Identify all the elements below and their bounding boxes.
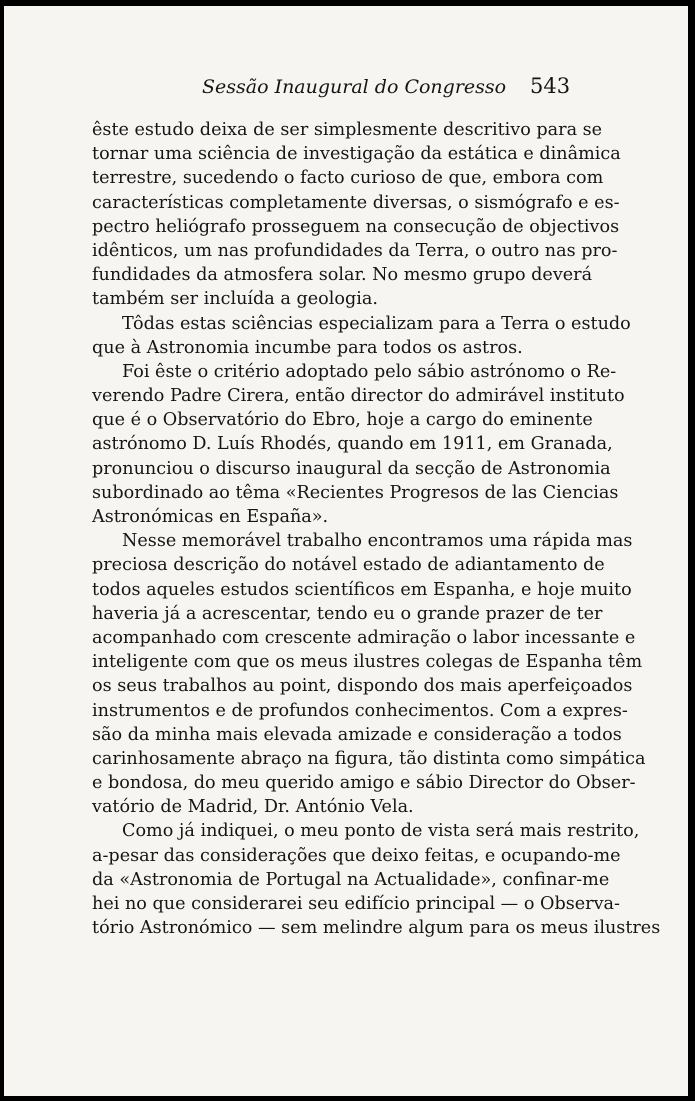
text-line: são da minha mais elevada amizade e consideração a todos xyxy=(92,724,622,745)
running-head-title: Sessão Inaugural do Congresso xyxy=(202,76,507,98)
text-line: astrónomo D. Luís Rhodés, quando em 1911, em Granada, xyxy=(92,434,613,455)
text-line: que à Astronomia incumbe para todos os astros. xyxy=(92,337,523,358)
text-line: características completamente diversas, o sismógrafo e es- xyxy=(92,192,620,213)
text-line: tório Astronómico — sem melindre algum para os meus ilustres xyxy=(92,918,661,939)
text-line: hei no que considerarei seu edifício principal — o Observa- xyxy=(92,894,620,914)
text-line: que é o Observatório do Ebro, hoje a cargo do eminente xyxy=(92,410,593,431)
text-line: Foi êste o critério adoptado pelo sábio astrónomo o Re- xyxy=(122,361,617,382)
text-line: também ser incluída a geologia. xyxy=(92,289,378,310)
text-line: os seus trabalhos au point, dispondo dos mais aperfeiçoados xyxy=(92,676,633,697)
text-line: fundidades da atmosfera solar. No mesmo grupo deverá xyxy=(92,265,593,286)
text-line: tornar uma sciência de investigação da estática e dinâmica xyxy=(92,144,621,165)
text-line: pronunciou o discurso inaugural da secção de Astronomia xyxy=(92,458,611,479)
text-line: Nesse memorável trabalho encontramos uma rápida mas xyxy=(122,531,633,552)
text-line: subordinado ao têma «Recientes Progresos de las Ciencias xyxy=(92,482,619,503)
text-line: Tôdas estas sciências especializam para a Terra o estudo xyxy=(122,313,631,334)
text-line: instrumentos e de profundos conhecimentos. Com a expres- xyxy=(92,700,628,721)
body-text xyxy=(92,118,661,940)
text-line: haveria já a acrescentar, tendo eu o grande prazer de ter xyxy=(92,603,603,624)
text-line: da «Astronomia de Portugal na Actualidade», confinar-me xyxy=(92,869,610,890)
text-line: terrestre, sucedendo o facto curioso de que, embora com xyxy=(92,168,604,189)
running-head xyxy=(4,72,688,100)
text-line: todos aqueles estudos scientíficos em Espanha, e hoje muito xyxy=(92,579,632,600)
text-line: Como já indiquei, o meu ponto de vista será mais restrito, xyxy=(122,821,640,842)
text-line: preciosa descrição do notável estado de adiantamento de xyxy=(92,555,605,576)
text-line: carinhosamente abraço na figura, tão distinta como simpática xyxy=(92,748,646,769)
text-line: e bondosa, do meu querido amigo e sábio Director do Obser- xyxy=(92,773,636,794)
text-line: acompanhado com crescente admiração o labor incessante e xyxy=(92,627,636,648)
text-line: idênticos, um nas profundidades da Terra, o outro nas pro- xyxy=(92,240,618,261)
book-page xyxy=(4,6,688,1096)
text-line: pectro heliógrafo prosseguem na consecução de objectivos xyxy=(92,216,620,237)
text-line: a-pesar das considerações que deixo feitas, e ocupando-me xyxy=(92,845,621,866)
text-line: vatório de Madrid, Dr. António Vela. xyxy=(92,797,414,818)
text-line: êste estudo deixa de ser simplesmente descritivo para se xyxy=(92,120,603,140)
page-number: 543 xyxy=(530,74,571,98)
text-line: Astronómicas en España». xyxy=(92,507,329,527)
text-line: verendo Padre Cirera, então director do admirável instituto xyxy=(92,386,625,407)
text-line: inteligente com que os meus ilustres colegas de Espanha têm xyxy=(92,652,643,673)
